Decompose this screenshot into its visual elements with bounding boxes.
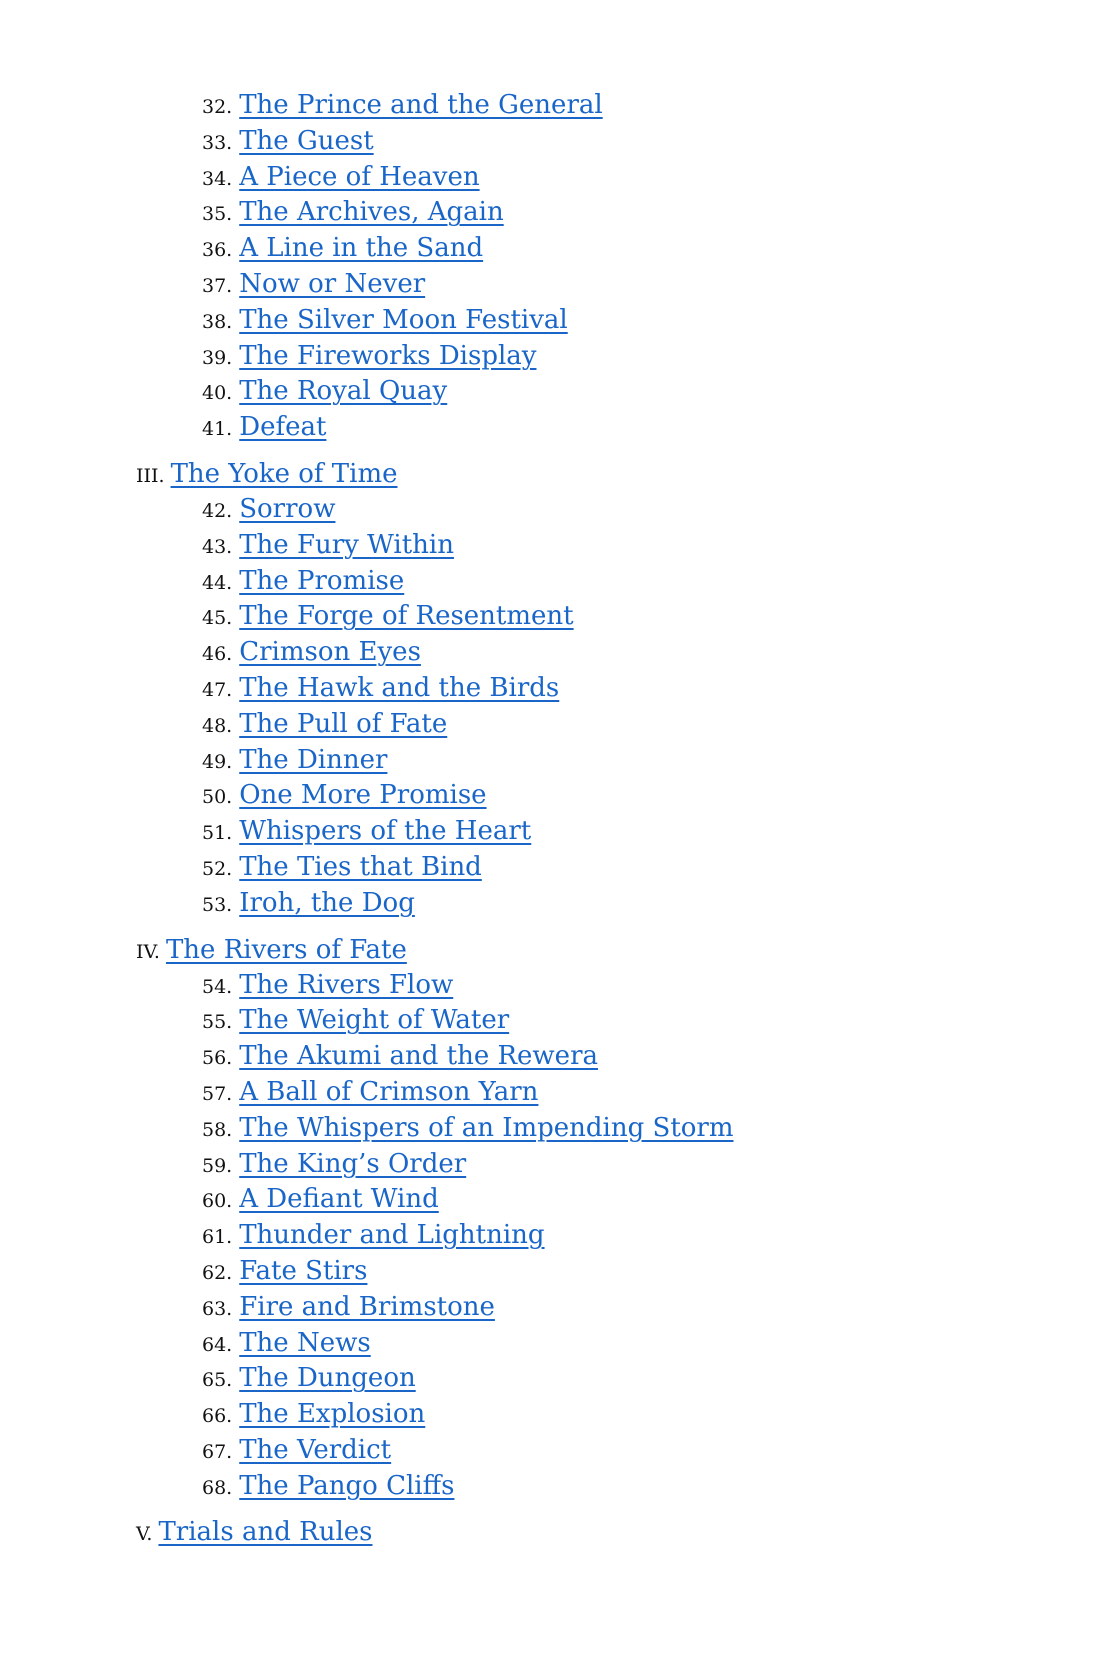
list-item [202,1326,1112,1362]
chapter-number: 41. [202,418,233,441]
list-item [202,1433,1112,1469]
list-item [202,124,1112,160]
chapter-number: 35. [202,203,233,226]
chapter-number: 60. [202,1190,233,1213]
chapter-link[interactable]: The Dungeon [239,1363,416,1394]
chapter-number: 33. [202,131,233,154]
chapter-link[interactable]: The Akumi and the Rewera [239,1041,599,1072]
chapter-number: 64. [202,1333,233,1356]
chapter-number: 51. [202,822,233,845]
chapter-number: 34. [202,167,233,190]
chapter-number: 65. [202,1369,233,1392]
list-item [202,1111,1112,1147]
list-item [202,231,1112,267]
chapter-number: 66. [202,1405,233,1428]
chapter-link[interactable]: A Piece of Heaven [239,161,480,192]
chapter-link[interactable]: The Guest [239,125,374,156]
chapter-link[interactable]: The News [239,1327,371,1358]
chapter-link[interactable]: The Pull of Fate [239,708,448,739]
chapter-number: 63. [202,1297,233,1320]
chapter-number: 53. [202,893,233,916]
chapter-link[interactable]: The Forge of Resentment [239,601,574,632]
chapter-number: 61. [202,1226,233,1249]
chapter-link[interactable]: The King’s Order [239,1148,467,1179]
chapter-link[interactable]: Sorrow [239,493,336,524]
chapter-link[interactable]: Thunder and Lightning [239,1220,545,1251]
chapter-link[interactable]: The Archives, Again [239,197,504,228]
chapter-number: 36. [202,239,233,262]
chapter-number: 50. [202,786,233,809]
list-item [202,88,1112,124]
list-item [202,1039,1112,1075]
chapter-link[interactable]: The Rivers Flow [239,969,454,1000]
part-number: III. [136,464,165,487]
chapter-link[interactable]: A Line in the Sand [239,233,484,264]
list-item [202,743,1112,779]
chapter-number: 43. [202,535,233,558]
chapter-number: 45. [202,607,233,630]
lead-chapter-list [202,88,1112,446]
chapter-number: 58. [202,1118,233,1141]
parts-container [0,456,1112,1551]
list-item [202,635,1112,671]
chapter-link[interactable]: The Verdict [239,1434,392,1465]
chapter-link[interactable]: Now or Never [239,268,426,299]
list-item [202,1397,1112,1433]
list-item [202,968,1112,1004]
list-item [202,410,1112,446]
chapter-number: 49. [202,750,233,773]
list-item [202,1254,1112,1290]
list-item [202,160,1112,196]
chapter-number: 42. [202,499,233,522]
chapter-number: 52. [202,857,233,880]
list-item [202,850,1112,886]
list-item [202,195,1112,231]
chapter-link[interactable]: A Ball of Crimson Yarn [239,1076,539,1107]
list-item [202,886,1112,922]
part-link[interactable]: The Yoke of Time [170,458,398,489]
list-item [202,267,1112,303]
chapter-link[interactable]: One More Promise [239,780,487,811]
chapter-link[interactable]: The Fireworks Display [239,340,537,371]
part-link[interactable]: Trials and Rules [158,1517,373,1548]
list-item [202,374,1112,410]
part-section [136,1514,1112,1550]
chapter-number: 54. [202,975,233,998]
list-item [202,1290,1112,1326]
table-of-contents [0,88,1112,1550]
part-number: IV. [136,940,160,963]
chapter-number: 67. [202,1440,233,1463]
chapter-list [202,492,1112,922]
chapter-link[interactable]: The Explosion [239,1399,426,1430]
chapter-number: 32. [202,96,233,118]
chapter-link[interactable]: The Prince and the General [239,90,603,120]
chapter-link[interactable]: The Royal Quay [239,376,448,407]
chapter-link[interactable]: Crimson Eyes [239,637,421,668]
chapter-number: 46. [202,643,233,666]
chapter-list [202,968,1112,1505]
list-item [202,564,1112,600]
list-item [202,1469,1112,1505]
chapter-link[interactable]: The Fury Within [239,529,454,560]
chapter-link[interactable]: The Pango Cliffs [239,1470,455,1501]
chapter-number: 44. [202,571,233,594]
chapter-link[interactable]: The Ties that Bind [239,851,482,882]
chapter-link[interactable]: Whispers of the Heart [239,816,532,847]
chapter-link[interactable]: Defeat [239,412,327,443]
list-item [202,1147,1112,1183]
chapter-number: 62. [202,1261,233,1284]
chapter-link[interactable]: Fire and Brimstone [239,1291,495,1322]
list-item [202,1218,1112,1254]
chapter-link[interactable]: The Whispers of an Impending Storm [239,1112,734,1143]
list-item [202,528,1112,564]
chapter-link[interactable]: The Silver Moon Festival [239,304,568,335]
list-item [202,303,1112,339]
chapter-link[interactable]: The Dinner [239,744,388,775]
chapter-link[interactable]: The Weight of Water [239,1005,510,1036]
list-item [202,1182,1112,1218]
chapter-link[interactable]: The Promise [239,565,405,596]
chapter-link[interactable]: Fate Stirs [239,1255,368,1286]
list-item [202,671,1112,707]
list-item [202,599,1112,635]
list-item [202,339,1112,375]
chapter-number: 37. [202,274,233,297]
chapter-number: 39. [202,346,233,369]
list-item [202,1075,1112,1111]
chapter-number: 57. [202,1082,233,1105]
part-number: V. [136,1523,153,1546]
chapter-number: 38. [202,310,233,333]
chapter-number: 59. [202,1154,233,1177]
list-item [202,707,1112,743]
part-section [136,932,1112,1505]
chapter-number: 40. [202,382,233,405]
part-heading [136,932,1112,968]
part-link[interactable]: The Rivers of Fate [165,934,407,965]
part-heading [136,456,1112,492]
list-item [202,814,1112,850]
part-heading [136,1514,1112,1550]
chapter-number: 47. [202,678,233,701]
chapter-link[interactable]: A Defiant Wind [239,1184,439,1215]
chapter-number: 68. [202,1476,233,1499]
chapter-number: 56. [202,1047,233,1070]
list-item [202,1361,1112,1397]
chapter-number: 48. [202,714,233,737]
chapter-number: 55. [202,1011,233,1034]
list-item [202,492,1112,528]
chapter-link[interactable]: Iroh, the Dog [239,887,415,918]
part-section [136,456,1112,922]
list-item [202,778,1112,814]
chapter-link[interactable]: The Hawk and the Birds [239,672,560,703]
list-item [202,1003,1112,1039]
